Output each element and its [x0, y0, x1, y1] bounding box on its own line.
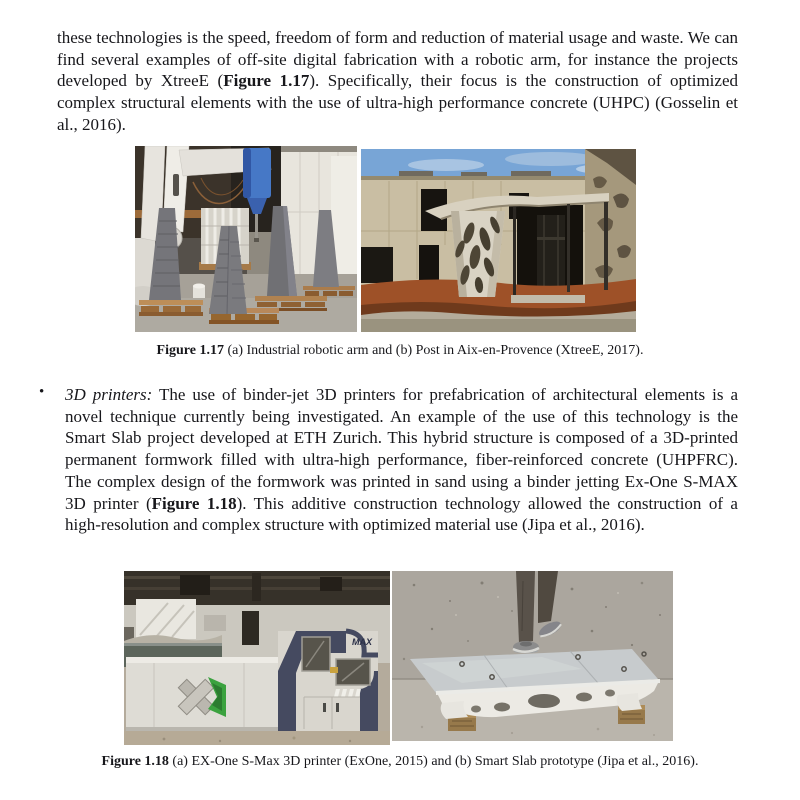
- intro-text-post: ). Specifically, their focus is the construction of optimized complex structural elements with the use of ultra-high performance concrete (UHPC) (Gosselin et al., 2016).: [57, 71, 738, 134]
- figure-1-17: [135, 146, 636, 332]
- figure-1-18-reference: Figure 1.18: [151, 493, 237, 513]
- bullet-marker: •: [39, 384, 45, 400]
- ground: [361, 279, 636, 332]
- figure-1-17-photo-a-industrial-robotic-arm: [135, 146, 357, 332]
- figure-1-18-photo-b-smart-slab: [392, 571, 673, 741]
- intro-paragraph: [57, 27, 738, 136]
- bullet-3d-printers: [37, 384, 738, 536]
- figure-1-17-caption: [0, 342, 800, 360]
- figure-1-17-reference: Figure 1.17: [223, 71, 310, 91]
- bullet-paragraph: [65, 384, 738, 536]
- figure-1-18-caption-label: Figure 1.18: [101, 754, 169, 769]
- bullet-lead-italic: 3D printers:: [65, 385, 153, 404]
- figure-1-17-caption-label: Figure 1.17: [156, 343, 224, 358]
- figure-1-17-photo-b-post-aix-en-provence: [361, 149, 636, 332]
- bullet-text-post: ). This additive construction technology allowed the construction of a high-resolution and complex structure with optimized material use (Jipa et al., 2016).: [65, 493, 738, 535]
- figure-1-17-caption-text: (a) Industrial robotic arm and (b) Post in Aix-en-Provence (XtreeE, 2017).: [223, 343, 644, 358]
- bullet-text-pre: The use of binder-jet 3D printers for prefabrication of architectural elements is a novel technique currently being investigated. An example of the use of this technology is the Smart Slab project developed at ETH Zurich. This hybrid structure is composed of a 3D-printed permanent formwork filled with ultra-high performance, fiber-reinforced concrete (UHPFRC). The complex design of the formwork was printed in sand using a binder jetting Ex-One S-MAX 3D printer (: [65, 385, 738, 513]
- figure-1-18-caption-text: (a) EX-One S-Max 3D printer (ExOne, 2015) and (b) Smart Slab prototype (Jipa et al., 2016).: [168, 754, 699, 769]
- factory-floor: [124, 731, 390, 745]
- figure-1-18-photo-a-exone-smax-printer: [124, 571, 390, 745]
- printer-model-label: MAX: [352, 637, 372, 647]
- figure-1-18: [124, 571, 673, 745]
- entrance-recess: [517, 205, 583, 297]
- printer-main-unit: [278, 631, 378, 731]
- figure-1-18-caption: [0, 753, 800, 771]
- intro-text-pre: these technologies is the speed, freedom of form and reduction of material usage and waste. We can find several examples of off-site digital fabrication with a robotic arm, for instance the projects developed by XtreeE (: [57, 28, 738, 91]
